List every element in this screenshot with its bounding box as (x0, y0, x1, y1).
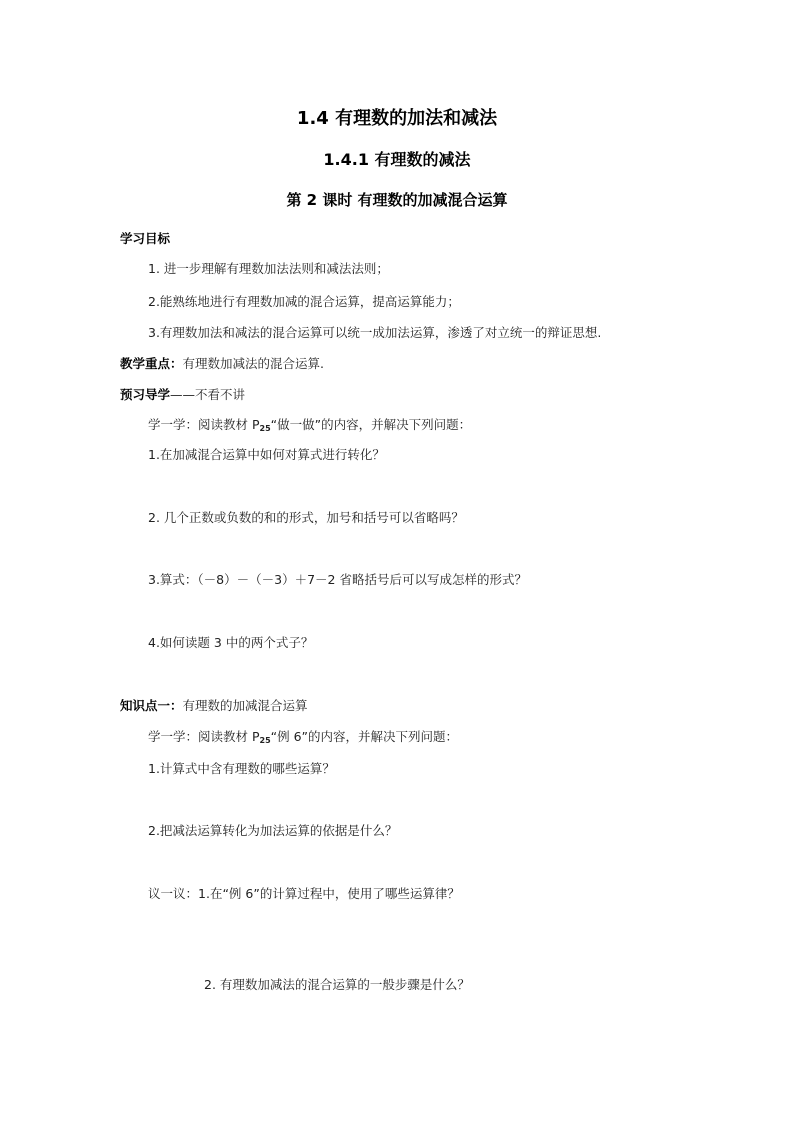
knowledge1-question-1: 1.计算式中含有理数的哪些运算？ (148, 761, 335, 776)
key-point (120, 355, 324, 373)
knowledge1-intro (148, 728, 458, 750)
key-point-text: 有理数加减法的混合运算. (182, 356, 324, 371)
discuss-question-1: 1.在“例 6”的计算过程中，使用了哪些运算律？ (198, 886, 460, 901)
knowledge1-intro-suffix: “例 6”的内容，并解决下列问题： (270, 729, 459, 744)
objective-item-2: 2.能熟练地进行有理数加减的混合运算，提高运算能力； (148, 294, 460, 309)
knowledge1-question-2: 2.把减法运算转化为加法运算的依据是什么？ (148, 823, 398, 838)
knowledge1-heading-text: 有理数的加减混合运算 (182, 698, 308, 713)
section-title: 1.4.1 有理数的减法 (323, 150, 471, 169)
lesson-title: 第 2 课时 有理数的加减混合运算 (286, 191, 508, 209)
preview-intro-page: 25 (259, 424, 271, 433)
knowledge1-heading: 知识点一： (120, 698, 183, 713)
preview-heading-line (120, 386, 245, 404)
discuss-question-2: 2. 有理数加减法的混合运算的一般步骤是什么？ (204, 977, 470, 992)
discuss-line (148, 885, 460, 903)
preview-question-4: 4.如何读题 3 中的两个式子？ (148, 635, 314, 650)
objective-item-1: 1. 进一步理解有理数加法法则和减法法则； (148, 261, 389, 276)
preview-intro (148, 416, 471, 438)
objectives-heading: 学习目标 (120, 231, 171, 246)
preview-intro-prefix: 学一学：阅读教材 P (148, 417, 260, 432)
objective-item-3: 3.有理数加法和减法的混合运算可以统一成加法运算，渗透了对立统一的辩证思想. (148, 325, 602, 340)
preview-heading: 预习导学 (120, 387, 171, 402)
preview-question-2: 2. 几个正数或负数的和的形式，加号和括号可以省略吗？ (148, 510, 464, 525)
knowledge1-heading-line (120, 697, 308, 715)
key-point-label: 教学重点： (120, 356, 183, 371)
main-title: 1.4 有理数的加法和减法 (296, 108, 498, 129)
discuss-prefix: 议一议： (148, 886, 199, 901)
preview-intro-suffix: “做一做”的内容，并解决下列问题： (270, 417, 472, 432)
preview-question-3: 3.算式：（－8）－（－3）＋7－2 省略括号后可以写成怎样的形式？ (148, 572, 527, 587)
preview-heading-suffix: ——不看不讲 (170, 387, 246, 402)
preview-question-1: 1.在加减混合运算中如何对算式进行转化？ (148, 447, 385, 462)
knowledge1-intro-page: 25 (259, 736, 271, 745)
knowledge1-intro-prefix: 学一学：阅读教材 P (148, 729, 260, 744)
